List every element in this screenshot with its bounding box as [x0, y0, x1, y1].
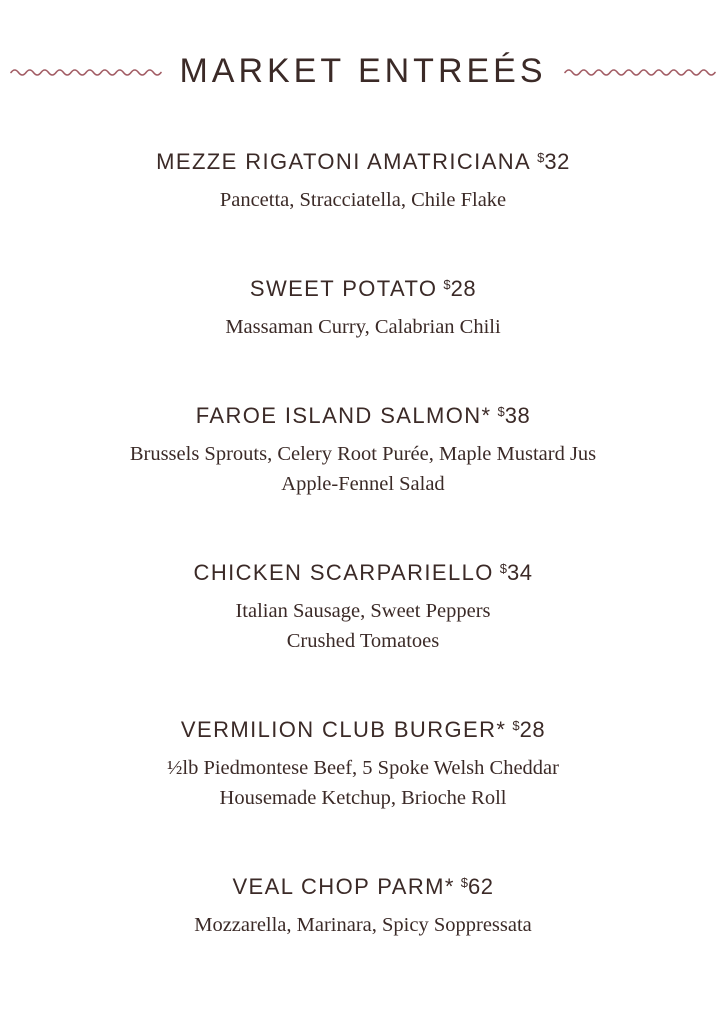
menu-item: [0, 561, 726, 656]
dish-description-line: Brussels Sprouts, Celery Root Purée, Maple Mustard Jus: [129, 443, 597, 465]
price-amount: 38: [504, 403, 531, 428]
menu-header: [0, 50, 726, 92]
currency-symbol: $: [537, 150, 545, 165]
dish-name-line: [0, 875, 726, 902]
price-amount: 62: [468, 874, 494, 899]
dish-description: [0, 312, 726, 342]
currency-symbol: $: [512, 718, 520, 733]
dish-price: [500, 560, 533, 585]
dish-name-line: [0, 404, 726, 431]
dish-price: [461, 874, 494, 899]
dish-price: [443, 276, 476, 301]
dish-description-line: Crushed Tomatoes: [286, 630, 440, 652]
dish-name-line: [0, 150, 726, 177]
dish-name-line: [0, 277, 726, 304]
price-amount: 28: [450, 276, 477, 301]
page-title: MARKET ENTREÉS: [179, 52, 547, 90]
menu-item: [0, 875, 726, 940]
dish-description-line: Mozzarella, Marinara, Spicy Soppressata: [194, 914, 532, 936]
currency-symbol: $: [460, 875, 469, 890]
currency-symbol: $: [443, 277, 451, 292]
dish-description-line: Massaman Curry, Calabrian Chili: [225, 316, 501, 338]
dish-name: VEAL CHOP PARM*: [232, 874, 455, 899]
dish-description-line: Pancetta, Stracciatella, Chile Flake: [219, 189, 507, 211]
menu-item: [0, 277, 726, 342]
dish-price: [498, 403, 531, 428]
dish-name: MEZZE RIGATONI AMATRICIANA: [156, 149, 532, 174]
dish-name: VERMILION CLUB BURGER*: [180, 717, 507, 742]
dish-name: SWEET POTATO: [249, 276, 438, 301]
dish-price: [537, 149, 570, 174]
wave-ornament-left-icon: [10, 65, 162, 77]
dish-description: [0, 596, 726, 656]
dish-description: [0, 753, 726, 813]
wave-ornament-right-icon: [564, 65, 716, 77]
dish-description-line: Housemade Ketchup, Brioche Roll: [219, 787, 507, 809]
dish-description-line: Italian Sausage, Sweet Peppers: [235, 600, 491, 622]
dish-description-line: Apple-Fennel Salad: [281, 473, 445, 495]
dish-name: FAROE ISLAND SALMON*: [195, 403, 492, 428]
dish-name-line: [0, 718, 726, 745]
menu-list: [0, 150, 726, 940]
dish-description: [0, 185, 726, 215]
dish-name-line: [0, 561, 726, 588]
dish-price: [512, 717, 545, 742]
menu-item: [0, 718, 726, 813]
price-amount: 32: [544, 149, 570, 174]
menu-item: [0, 150, 726, 215]
price-amount: 28: [519, 717, 546, 742]
dish-name: CHICKEN SCARPARIELLO: [193, 560, 494, 585]
price-amount: 34: [506, 560, 533, 585]
menu-item: [0, 404, 726, 499]
dish-description: [0, 910, 726, 940]
currency-symbol: $: [497, 404, 505, 419]
dish-description: [0, 439, 726, 499]
currency-symbol: $: [499, 561, 507, 576]
dish-description-line: ½lb Piedmontese Beef, 5 Spoke Welsh Cheddar: [167, 757, 559, 779]
